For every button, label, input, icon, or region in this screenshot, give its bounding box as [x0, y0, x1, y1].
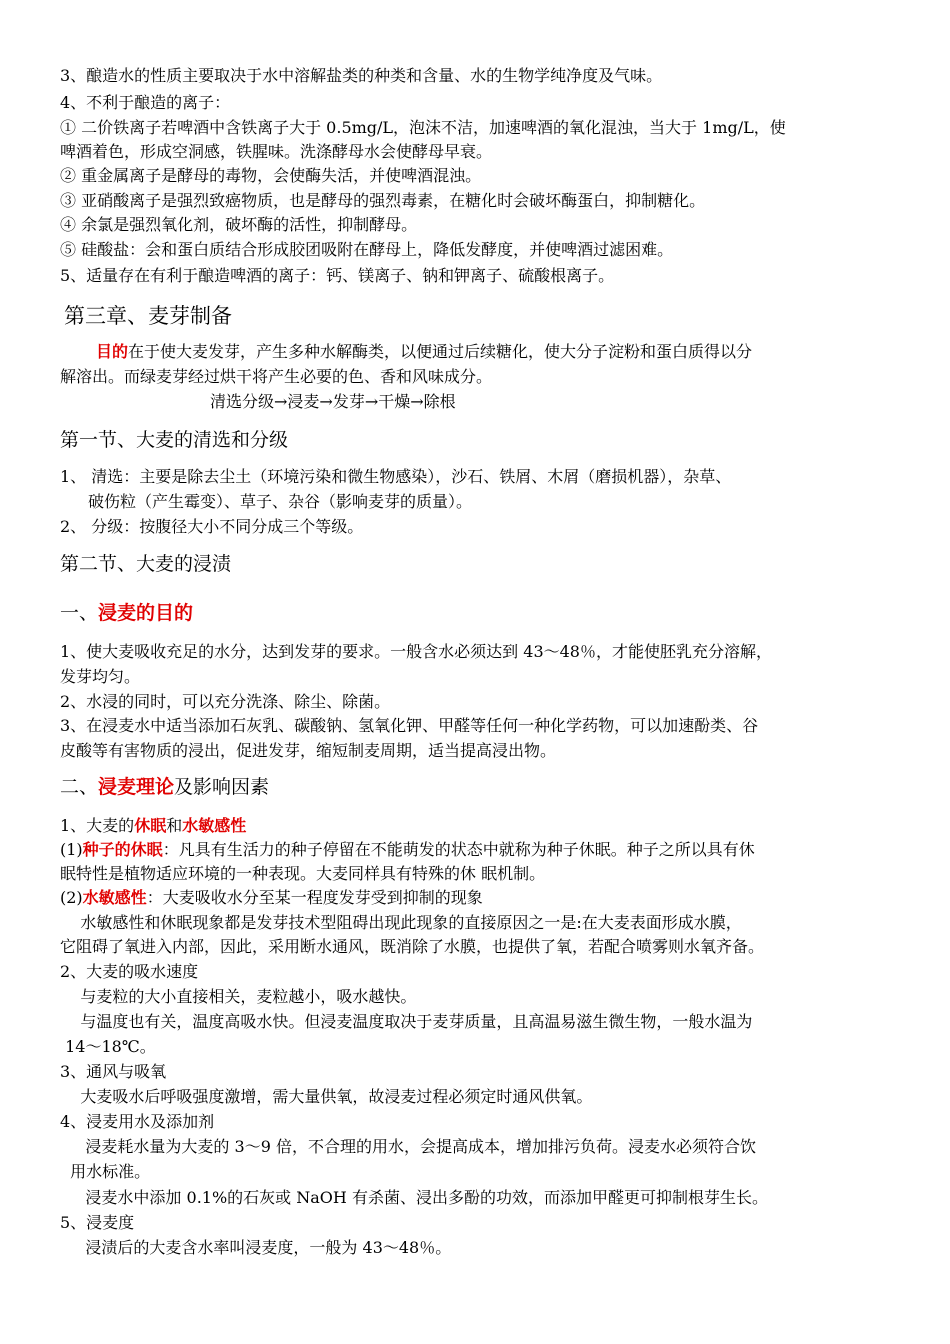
process-flow: 清选分级→浸麦→发芽→干燥→除根: [210, 392, 456, 411]
term-highlight: 种子的休眠: [82, 840, 163, 859]
subsection-highlight: 浸麦理论: [98, 776, 175, 798]
text-line: 2、 分级：按腹径大小不同分成三个等级。: [60, 517, 364, 536]
purpose-text: 在于使大麦发芽，产生多种水解酶类，以便通过后续糖化，使大分子淀粉和蛋白质得以分: [128, 342, 753, 361]
subsection-number: 一、: [60, 602, 99, 624]
text-line: ② 重金属离子是酵母的毒物，会使酶失活，并使啤酒混浊。: [60, 166, 482, 185]
text-line: ⑤ 硅酸盐：会和蛋白质结合形成胶团吸附在酵母上，降低发酵度，并使啤酒过滤困难。: [60, 240, 674, 259]
text-line: 浸渍后的大麦含水率叫浸麦度，一般为 43～48％。: [60, 1238, 452, 1257]
item-prefix: (2): [60, 888, 83, 907]
text-line: [60, 886, 896, 910]
text-line: 5、适量存在有利于酿造啤酒的离子：钙、镁离子、钠和钾离子、硫酸根离子。: [60, 266, 615, 285]
text-line: 2、大麦的吸水速度: [60, 962, 199, 981]
text-line: 皮酸等有害物质的浸出，促进发芽，缩短制麦周期，适当提高浸出物。: [60, 741, 557, 760]
text-line: 它阻碍了氧进入内部，因此，采用断水通风，既消除了水膜，也提供了氧，若配合喷雾则水氧齐备。: [60, 937, 765, 956]
text-line: 4、浸麦用水及添加剂: [60, 1112, 215, 1131]
subsection-title: [60, 600, 896, 626]
text-line: 啤酒着色，形成空洞感，铁腥味。洗涤酵母水会使酵母早衰。: [60, 142, 493, 161]
text-line: 1、 清选：主要是除去尘土（环境污染和微生物感染），沙石、铁屑、木屑（磨损机器），杂草、: [60, 467, 732, 486]
text-line: 与麦粒的大小直接相关，麦粒越小，吸水越快。: [60, 987, 417, 1006]
text-line: 3、在浸麦水中适当添加石灰乳、碳酸钠、氢氧化钾、甲醛等任何一种化学药物，可以加速酚类、谷: [60, 716, 759, 735]
topic-highlight: 休眠: [134, 816, 167, 835]
text-line: 4、不利于酿造的离子：: [60, 93, 231, 112]
text-line: 大麦吸水后呼吸强度激增，需大量供氧，故浸麦过程必须定时通风供氧。: [60, 1087, 593, 1106]
text-line: 2、水浸的同时，可以充分洗涤、除尘、除菌。: [60, 692, 391, 711]
text-line: 5、浸麦度: [60, 1213, 135, 1232]
purpose-line2: 解溶出。而绿麦芽经过烘干将产生必要的色、香和风味成分。: [60, 367, 493, 386]
chapter-title: 第三章、麦芽制备: [64, 304, 232, 328]
purpose-line: [96, 340, 932, 364]
text-line: 眠特性是植物适应环境的一种表现。大麦同样具有特殊的休 眠机制。: [60, 864, 546, 883]
text-line: 水敏感性和休眠现象都是发芽技术型阻碍出现此现象的直接原因之一是:在大麦表面形成水膜，: [60, 913, 742, 932]
text-line: 浸麦耗水量为大麦的 3～9 倍，不合理的用水，会提高成本，增加排污负荷。浸麦水必须符合饮: [60, 1137, 756, 1156]
section-title: 第一节、大麦的清选和分级: [60, 429, 289, 451]
item-text: ：大麦吸收水分至某一程度发芽受到抑制的现象: [146, 888, 483, 907]
term-highlight: 水敏感性: [82, 888, 147, 907]
text-line: 用水标准。: [60, 1162, 151, 1181]
purpose-label: 目的: [96, 342, 129, 361]
item-prefix: (1): [60, 840, 83, 859]
topic-prefix: 1、大麦的: [60, 816, 135, 835]
text-line: 1、使大麦吸收充足的水分，达到发芽的要求。一般含水必须达到 43～48％，才能使胚乳充分溶解，: [60, 642, 772, 661]
text-line: 3、通风与吸氧: [60, 1062, 167, 1081]
text-line: 与温度也有关，温度高吸水快。但浸麦温度取决于麦芽质量，且高温易滋生微生物，一般水温为: [60, 1012, 753, 1031]
text-line: 破伤粒（产生霉变）、草子、杂谷（影响麦芽的质量）。: [88, 492, 473, 511]
text-line: [60, 838, 896, 862]
topic-line: [60, 814, 896, 838]
text-line: ③ 亚硝酸离子是强烈致癌物质，也是酵母的强烈毒素，在糖化时会破坏酶蛋白，抑制糖化。: [60, 191, 706, 210]
text-line: ① 二价铁离子若啤酒中含铁离子大于 0.5mg/L，泡沫不洁，加速啤酒的氧化混浊，当大于 1mg/L，使: [60, 118, 786, 137]
item-text: ：凡具有生活力的种子停留在不能萌发的状态中就称为种子休眠。种子之所以具有休: [162, 840, 755, 859]
topic-mid: 和: [166, 816, 183, 835]
section-title: 第二节、大麦的浸渍: [60, 553, 232, 575]
subsection-suffix: 及影响因素: [174, 776, 270, 798]
subsection-title: [60, 774, 896, 800]
text-line: ④ 余氯是强烈氧化剂，破坏酶的活性，抑制酵母。: [60, 215, 418, 234]
text-line: 发芽均匀。: [60, 667, 141, 686]
text-line: 14～18℃。: [60, 1037, 156, 1056]
topic-highlight: 水敏感性: [182, 816, 247, 835]
subsection-highlight: 浸麦的目的: [98, 602, 194, 624]
subsection-number: 二、: [60, 776, 99, 798]
text-line: 浸麦水中添加 0.1%的石灰或 NaOH 有杀菌、浸出多酚的功效，而添加甲醛更可抑制根芽生长。: [60, 1188, 768, 1207]
text-line: 3、酿造水的性质主要取决于水中溶解盐类的种类和含量、水的生物学纯净度及气味。: [60, 66, 663, 85]
